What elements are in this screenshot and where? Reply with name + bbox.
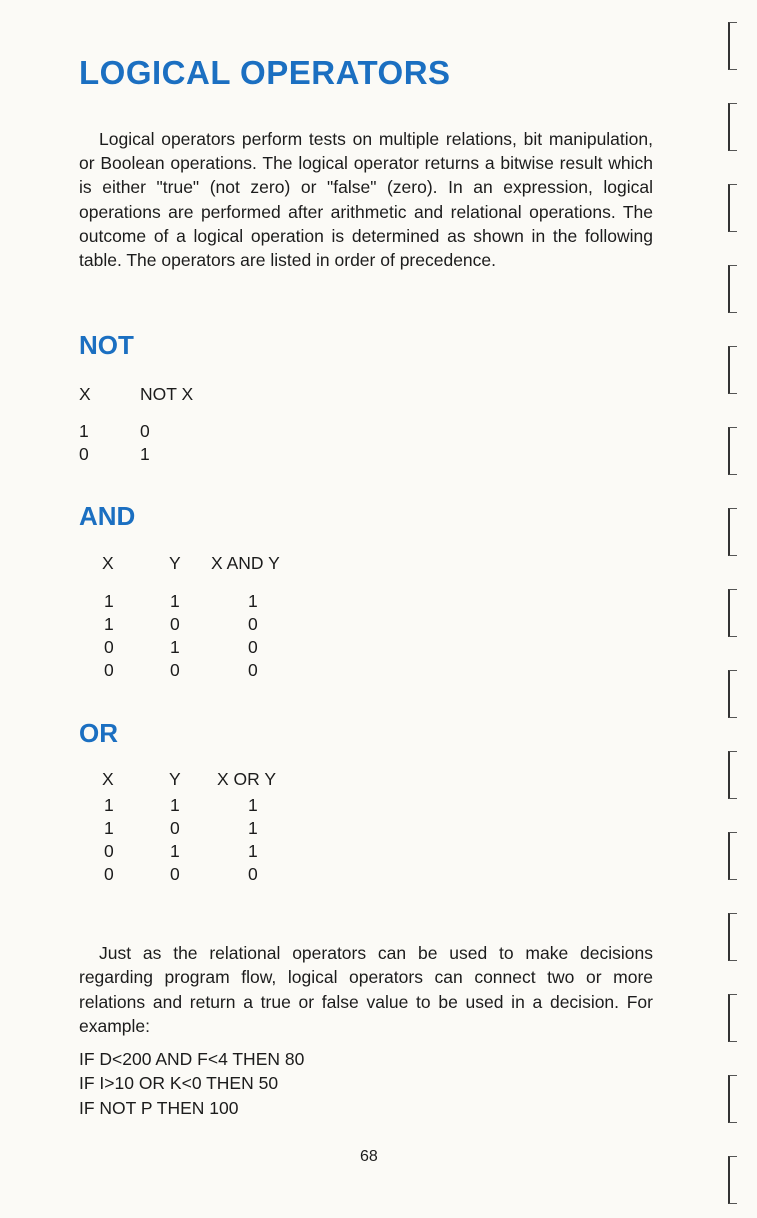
and-cell: 1: [248, 591, 258, 611]
or-cell: 1: [170, 841, 180, 861]
code-line: IF D<200 AND F<4 THEN 80: [79, 1049, 305, 1069]
and-cell: 0: [104, 660, 114, 680]
or-cell: 0: [248, 864, 258, 884]
page-title: LOGICAL OPERATORS: [79, 54, 451, 91]
code-line: IF I>10 OR K<0 THEN 50: [79, 1073, 279, 1094]
binding-mark: [728, 994, 737, 1042]
or-cell: 1: [104, 818, 114, 838]
and-cell: 0: [170, 614, 180, 634]
and-cell: 1: [104, 614, 114, 634]
and-header-xandy: X AND Y: [211, 553, 280, 573]
binding-mark: [728, 427, 737, 475]
and-cell: 0: [248, 637, 258, 657]
binding-mark: [728, 346, 737, 394]
binding-mark: [728, 913, 737, 961]
or-cell: 1: [170, 795, 180, 815]
binding-mark: [728, 670, 737, 718]
or-cell: 1: [248, 818, 258, 838]
not-cell: 1: [79, 421, 89, 441]
or-section-title: OR: [79, 718, 118, 748]
binding-mark: [728, 589, 737, 637]
and-cell: 0: [104, 637, 114, 657]
and-section-title: AND: [79, 501, 136, 531]
not-cell: 0: [140, 421, 150, 441]
and-cell: 0: [170, 660, 180, 680]
binding-margin-marks: [728, 0, 748, 1218]
or-header-x: X: [102, 769, 114, 789]
page-number: 68: [360, 1148, 378, 1165]
or-cell: 0: [104, 864, 114, 884]
and-header-x: X: [102, 553, 114, 573]
and-header-y: Y: [169, 553, 181, 573]
not-header-x: X: [79, 384, 91, 404]
and-cell: 1: [170, 637, 180, 657]
intro-paragraph: Logical operators perform tests on multiple relations, bit manipulation, or Boolean operations. The logical operator returns a bitwise result which is either "true" (not zero) or "false" (zero). In an expression, logical operations are performed after arithmetic and relational operations. The outcome of a logical operation is determined as shown in the following table. The operators are listed in order of precedence.: [79, 129, 653, 271]
binding-mark: [728, 751, 737, 799]
binding-mark: [728, 265, 737, 313]
or-cell: 1: [248, 795, 258, 815]
not-section-title: NOT: [79, 330, 134, 360]
not-cell: 1: [140, 444, 150, 464]
binding-mark: [728, 1156, 737, 1204]
binding-mark: [728, 103, 737, 151]
and-cell: 0: [248, 614, 258, 634]
and-cell: 0: [248, 660, 258, 680]
binding-mark: [728, 508, 737, 556]
or-cell: 1: [104, 795, 114, 815]
or-cell: 0: [170, 818, 180, 838]
not-cell: 0: [79, 444, 89, 464]
or-cell: 0: [170, 864, 180, 884]
or-header-y: Y: [169, 769, 181, 789]
and-cell: 1: [170, 591, 180, 611]
or-cell: 0: [104, 841, 114, 861]
binding-mark: [728, 832, 737, 880]
not-header-notx: NOT X: [140, 384, 194, 404]
binding-mark: [728, 1075, 737, 1123]
code-line: IF NOT P THEN 100: [79, 1097, 239, 1118]
or-header-xory: X OR Y: [217, 769, 277, 789]
and-cell: 1: [104, 591, 114, 611]
outro-paragraph: Just as the relational operators can be used to make decisions regarding program flow, logical operators can connect two or more relations and return a true or false value to be used in a decision. For example:: [79, 943, 653, 1036]
binding-mark: [728, 184, 737, 232]
binding-mark: [728, 22, 737, 70]
code-example: [79, 1047, 304, 1120]
or-cell: 1: [248, 841, 258, 861]
